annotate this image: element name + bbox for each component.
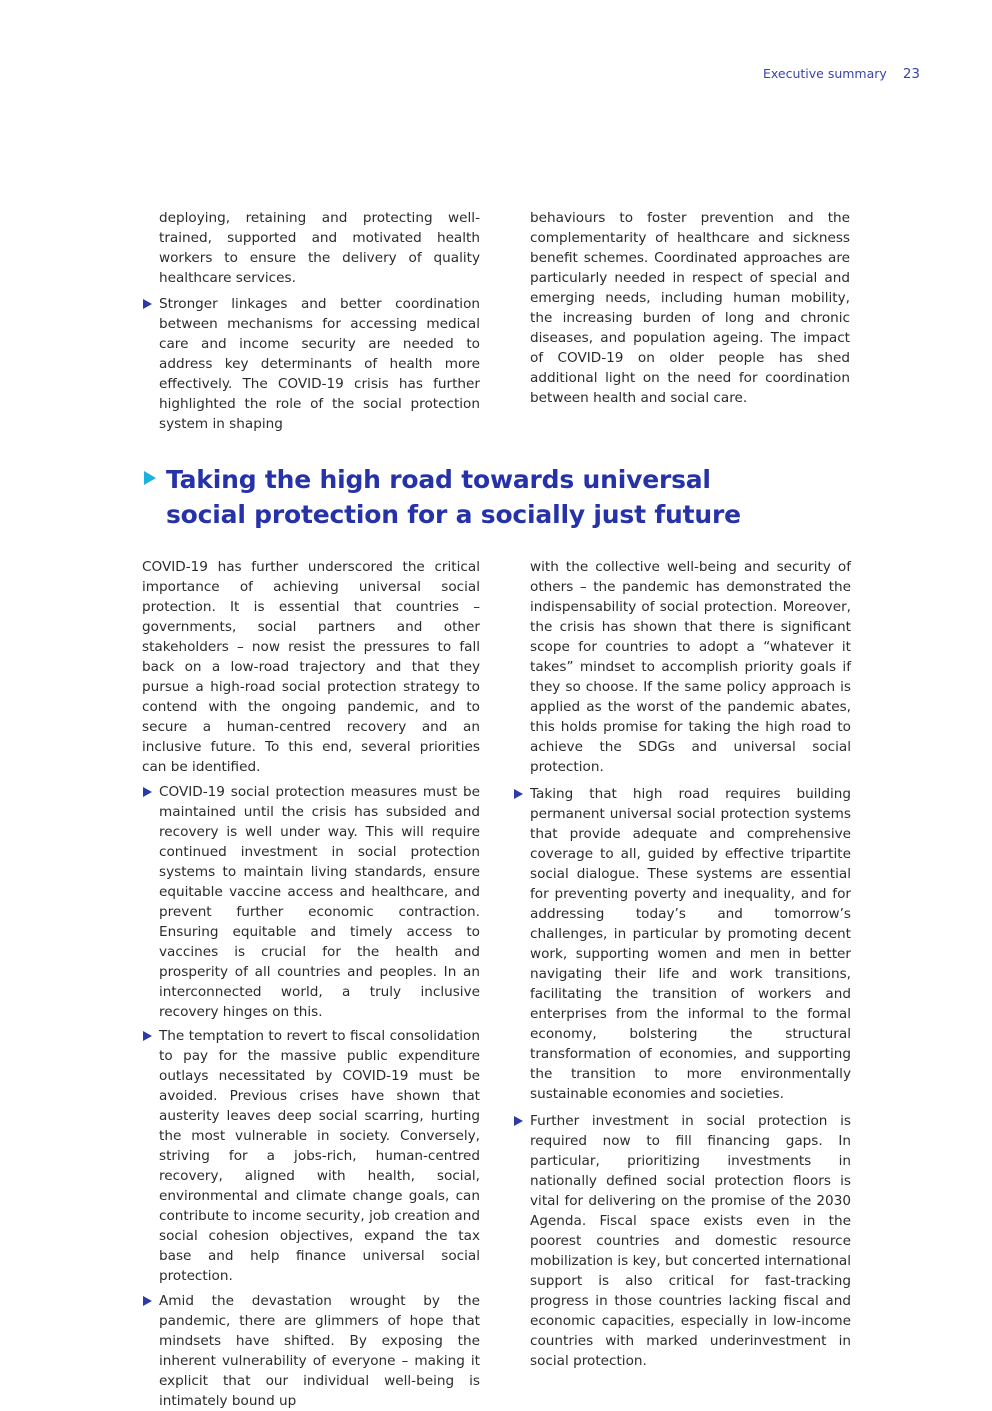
continued-paragraph: behaviours to foster prevention and the complementarity of healthcare and sickness benefit schemes. Coordinated approaches are particularly needed in respect of special and emerging needs, including human mobility, the increasing burden of long and chronic diseases, and population ageing. The impact of COVID-19 on older people has shed additional light on the need for coordination between health and social care. [530, 210, 850, 406]
intro-paragraph: COVID-19 has further underscored the critical importance of achieving universal social protection. It is essential that countries – governments, social partners and other stakeholders – now resist the pressures to fall back on a low-road trajectory and that they pursue a high-road social protection strategy to contend with the ongoing pandemic, and to secure a human-centred recovery and an inclusive future. To this end, several priorities can be identified. [142, 559, 480, 775]
bottom-right-column [513, 557, 851, 1371]
bullet-item [513, 1111, 851, 1371]
bullet-triangle-icon [143, 787, 152, 797]
section-heading [143, 462, 843, 532]
bullet-triangle-icon [143, 1296, 152, 1306]
bottom-left-column [142, 557, 480, 1411]
bullet-text: The temptation to revert to fiscal consolidation to pay for the massive public expenditure outlays necessitated by COVID-19 must be avoided. Previous crises have shown that austerity leaves deep social scarring, hurting the most vulnerable in society. Conversely, striving for a jobs-rich, human-centred recovery, aligned with health, social, environmental and climate change goals, can contribute to income security, job creation and social cohesion objectives, expand the tax base and help finance universal social protection. [159, 1028, 480, 1284]
section-title-line-1: Taking the high road towards universal [166, 465, 711, 494]
bullet-item [513, 784, 851, 1104]
running-header [763, 66, 920, 82]
bullet-text: Further investment in social protection is required now to fill financing gaps. In particular, prioritizing investments in nationally defined social protection floors is vital for delivering on the promise of the 2030 Agenda. Fiscal space exists even in the poorest countries and domestic resource mobilization is key, but concerted international support is also critical for fast-tracking progress in those countries lacking fiscal and economic capacities, especially in low-income countries with marked underinvestment in social protection. [530, 1113, 851, 1369]
top-right-column [530, 208, 850, 408]
bullet-item [142, 1291, 480, 1411]
bullet-text: Stronger linkages and better coordination between mechanisms for accessing medical care and income security are needed to address key determinants of health more effectively. The COVID-19 crisis has further highlighted the role of the social protection system in shaping [159, 296, 480, 432]
bullet-triangle-icon [514, 1116, 523, 1126]
page-number: 23 [902, 66, 920, 82]
bullet-item [142, 782, 480, 1022]
bullet-text: COVID-19 social protection measures must be maintained until the crisis has subsided and recovery is well under way. This will require continued investment in social protection systems to maintain living standards, ensure equitable vaccine access and healthcare, and prevent further economic contraction. Ensuring equitable and timely access to vaccines is crucial for the health and prosperity of all countries and peoples. In an interconnected world, a truly inclusive recovery hinges on this. [159, 784, 480, 1020]
section-name: Executive summary [762, 66, 887, 81]
section-title-line-2: social protection for a socially just future [166, 500, 741, 529]
bullet-item [142, 294, 480, 434]
bullet-text: Amid the devastation wrought by the pandemic, there are glimmers of hope that mindsets have shifted. By exposing the inherent vulnerability of everyone – making it explicit that our individual well-being is intimately bound up [159, 1293, 480, 1409]
bullet-text: Taking that high road requires building permanent universal social protection systems that provide adequate and comprehensive coverage to all, guided by effective tripartite social dialogue. These systems are essential for preventing poverty and inequality, and for addressing today’s and tomorrow’s challenges, in particular by promoting decent work, supporting women and men in better navigating their life and work transitions, facilitating the transition of workers and enterprises from the informal to the formal economy, bolstering the structural transformation of economies, and supporting the transition to more environmentally sustainable economies and societies. [530, 786, 851, 1102]
section-title [143, 462, 843, 532]
bullet-triangle-icon [143, 1031, 152, 1041]
continued-paragraph: deploying, retaining and protecting well-trained, supported and motivated health workers to ensure the delivery of quality healthcare services. [159, 210, 480, 286]
bullet-item [142, 1026, 480, 1286]
heading-triangle-icon [144, 471, 156, 485]
bullet-triangle-icon [514, 789, 523, 799]
continued-paragraph: with the collective well-being and security of others – the pandemic has demonstrated the indispensability of social protection. Moreover, the crisis has shown that there is significant scope for countries to adopt a “whatever it takes” mindset to accomplish priority goals if they so choose. If the same policy approach is applied as the worst of the pandemic abates, this holds promise for taking the high road to achieve the SDGs and universal social protection. [530, 559, 851, 775]
bullet-triangle-icon [143, 299, 152, 309]
top-left-column [142, 208, 480, 434]
